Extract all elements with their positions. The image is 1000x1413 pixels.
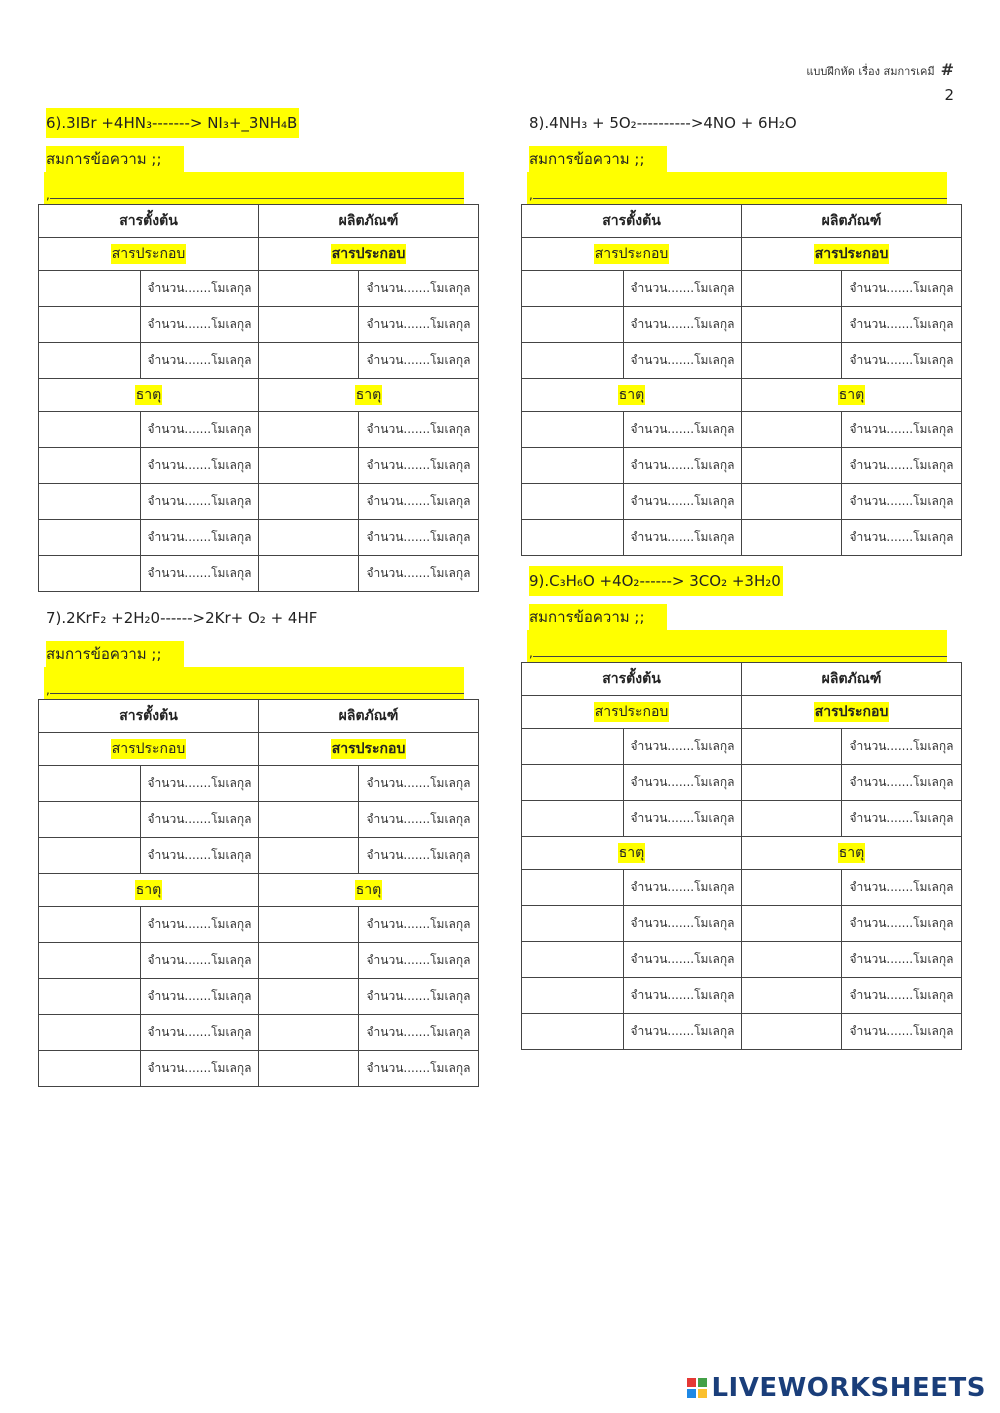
answer-cell[interactable] xyxy=(259,412,359,448)
product-header: ผลิตภัณฑ์ xyxy=(259,700,479,733)
table-row: จำนวน.......โมเลกุล จำนวน.......โมเลกุล xyxy=(522,520,962,556)
answer-cell[interactable] xyxy=(522,801,624,837)
answer-cell[interactable] xyxy=(39,838,141,874)
answer-cell[interactable] xyxy=(522,484,624,520)
compound-label: สารประกอบ xyxy=(111,246,186,262)
product-header: ผลิตภัณฑ์ xyxy=(742,205,962,238)
table-row: จำนวน.......โมเลกุล จำนวน.......โมเลกุล xyxy=(39,943,479,979)
work-table-9 xyxy=(521,662,962,1050)
element-label: ธาตุ xyxy=(135,882,162,898)
answer-cell[interactable] xyxy=(39,448,141,484)
element-label: ธาตุ xyxy=(355,882,382,898)
problem-6 xyxy=(38,108,478,592)
answer-cell[interactable] xyxy=(39,1015,141,1051)
table-row: จำนวน.......โมเลกุล จำนวน.......โมเลกุล xyxy=(522,978,962,1014)
equation-6: 6).3IBr +4HN₃-------> NI₃+_3NH₄B xyxy=(46,108,299,138)
answer-cell[interactable] xyxy=(522,978,624,1014)
compound-label: สารประกอบ xyxy=(814,704,889,720)
answer-cell[interactable] xyxy=(39,907,141,943)
table-row: จำนวน.......โมเลกุล จำนวน.......โมเลกุล xyxy=(39,802,479,838)
problem-8 xyxy=(521,108,961,556)
table-row: จำนวน.......โมเลกุล จำนวน.......โมเลกุล xyxy=(522,765,962,801)
answer-cell[interactable] xyxy=(259,271,359,307)
table-row: จำนวน.......โมเลกุล จำนวน.......โมเลกุล xyxy=(39,1015,479,1051)
table-row: จำนวน.......โมเลกุล จำนวน.......โมเลกุล xyxy=(522,271,962,307)
reactant-header: สารตั้งต้น xyxy=(39,700,259,733)
answer-cell[interactable] xyxy=(259,307,359,343)
page-number: 2 xyxy=(944,86,954,104)
table-row: จำนวน.......โมเลกุล จำนวน.......โมเลกุล xyxy=(39,907,479,943)
worksheet-title: แบบฝึกหัด เรื่อง สมการเคมี # xyxy=(806,60,954,79)
element-label: ธาตุ xyxy=(838,845,865,861)
problem-7 xyxy=(38,603,478,1087)
answer-cell[interactable] xyxy=(742,520,842,556)
answer-cell[interactable] xyxy=(742,1014,842,1050)
work-table-8 xyxy=(521,204,962,556)
answer-cell[interactable] xyxy=(522,729,624,765)
compound-label: สารประกอบ xyxy=(594,246,669,262)
table-row: จำนวน.......โมเลกุล จำนวน.......โมเลกุล xyxy=(39,520,479,556)
answer-cell[interactable] xyxy=(522,307,624,343)
answer-cell[interactable] xyxy=(259,520,359,556)
answer-cell[interactable] xyxy=(522,870,624,906)
answer-cell[interactable] xyxy=(742,942,842,978)
answer-cell[interactable] xyxy=(259,907,359,943)
answer-cell[interactable] xyxy=(39,343,141,379)
table-row: จำนวน.......โมเลกุล จำนวน.......โมเลกุล xyxy=(522,906,962,942)
answer-cell[interactable] xyxy=(742,906,842,942)
table-row: จำนวน.......โมเลกุล จำนวน.......โมเลกุล xyxy=(522,448,962,484)
logo-icon xyxy=(687,1378,707,1398)
table-row: จำนวน.......โมเลกุล จำนวน.......โมเลกุล xyxy=(522,870,962,906)
table-row: จำนวน.......โมเลกุล จำนวน.......โมเลกุล xyxy=(522,1014,962,1050)
table-row: จำนวน.......โมเลกุล จำนวน.......โมเลกุล xyxy=(522,729,962,765)
compound-label: สารประกอบ xyxy=(594,704,669,720)
answer-cell[interactable] xyxy=(742,484,842,520)
answer-cell[interactable] xyxy=(39,307,141,343)
answer-cell[interactable] xyxy=(742,271,842,307)
answer-cell[interactable] xyxy=(39,412,141,448)
problem-9 xyxy=(521,566,961,1050)
answer-input-9[interactable]: , xyxy=(527,630,947,662)
answer-cell[interactable] xyxy=(522,412,624,448)
answer-cell[interactable] xyxy=(259,1015,359,1051)
answer-cell[interactable] xyxy=(259,838,359,874)
answer-cell[interactable] xyxy=(742,343,842,379)
answer-cell[interactable] xyxy=(39,271,141,307)
answer-cell[interactable] xyxy=(742,307,842,343)
answer-cell[interactable] xyxy=(259,448,359,484)
table-row: จำนวน.......โมเลกุล จำนวน.......โมเลกุล xyxy=(522,484,962,520)
answer-cell[interactable] xyxy=(259,343,359,379)
answer-cell[interactable] xyxy=(39,943,141,979)
liveworksheets-logo[interactable] xyxy=(687,1373,986,1403)
table-row: จำนวน.......โมเลกุล จำนวน.......โมเลกุล xyxy=(39,1051,479,1087)
answer-cell[interactable] xyxy=(742,412,842,448)
element-label: ธาตุ xyxy=(355,387,382,403)
table-row: จำนวน.......โมเลกุล จำนวน.......โมเลกุล xyxy=(39,412,479,448)
element-label: ธาตุ xyxy=(618,845,645,861)
answer-cell[interactable] xyxy=(742,870,842,906)
element-label: ธาตุ xyxy=(618,387,645,403)
answer-cell[interactable] xyxy=(522,906,624,942)
answer-cell[interactable] xyxy=(522,271,624,307)
compound-label: สารประกอบ xyxy=(331,741,406,757)
answer-cell[interactable] xyxy=(39,484,141,520)
question-label: สมการข้อความ ;; xyxy=(529,146,667,172)
answer-cell[interactable] xyxy=(39,766,141,802)
answer-cell[interactable] xyxy=(39,520,141,556)
table-row: จำนวน.......โมเลกุล จำนวน.......โมเลกุล xyxy=(522,307,962,343)
product-header: ผลิตภัณฑ์ xyxy=(742,663,962,696)
answer-cell[interactable] xyxy=(259,1051,359,1087)
answer-cell[interactable] xyxy=(742,801,842,837)
table-row: จำนวน.......โมเลกุล จำนวน.......โมเลกุล xyxy=(39,979,479,1015)
work-table-7 xyxy=(38,699,479,1087)
element-label: ธาตุ xyxy=(838,387,865,403)
question-label: สมการข้อความ ;; xyxy=(46,146,184,172)
table-row: จำนวน.......โมเลกุล จำนวน.......โมเลกุล xyxy=(522,343,962,379)
table-row: จำนวน.......โมเลกุล จำนวน.......โมเลกุล xyxy=(39,766,479,802)
table-row: จำนวน.......โมเลกุล จำนวน.......โมเลกุล xyxy=(39,484,479,520)
answer-cell[interactable] xyxy=(259,766,359,802)
answer-cell[interactable] xyxy=(742,978,842,1014)
table-row: จำนวน.......โมเลกุล จำนวน.......โมเลกุล xyxy=(522,412,962,448)
compound-label: สารประกอบ xyxy=(814,246,889,262)
reactant-header: สารตั้งต้น xyxy=(39,205,259,238)
page-header xyxy=(806,60,954,104)
table-row: จำนวน.......โมเลกุล จำนวน.......โมเลกุล xyxy=(39,307,479,343)
answer-cell[interactable] xyxy=(259,556,359,592)
answer-cell[interactable] xyxy=(742,448,842,484)
answer-cell[interactable] xyxy=(522,343,624,379)
reactant-header: สารตั้งต้น xyxy=(522,205,742,238)
answer-cell[interactable] xyxy=(522,520,624,556)
compound-label: สารประกอบ xyxy=(331,246,406,262)
answer-cell[interactable] xyxy=(259,943,359,979)
table-row: จำนวน.......โมเลกุล จำนวน.......โมเลกุล xyxy=(39,343,479,379)
question-label: สมการข้อความ ;; xyxy=(46,641,184,667)
table-row: จำนวน.......โมเลกุล จำนวน.......โมเลกุล xyxy=(39,448,479,484)
equation-7: 7).2KrF₂ +2H₂0------>2Kr+ O₂ + 4HF xyxy=(46,609,318,627)
table-row: จำนวน.......โมเลกุล จำนวน.......โมเลกุล xyxy=(522,801,962,837)
answer-cell[interactable] xyxy=(742,729,842,765)
table-row: จำนวน.......โมเลกุล จำนวน.......โมเลกุล xyxy=(39,556,479,592)
answer-cell[interactable] xyxy=(522,448,624,484)
answer-cell[interactable] xyxy=(742,765,842,801)
answer-cell[interactable] xyxy=(259,979,359,1015)
reactant-header: สารตั้งต้น xyxy=(522,663,742,696)
answer-input-6[interactable]: , xyxy=(44,172,464,204)
logo-text: LIVEWORKSHEETS xyxy=(711,1373,986,1403)
equation-9: 9).C₃H₆O +4O₂------> 3CO₂ +3H₂0 xyxy=(529,566,783,596)
answer-cell[interactable] xyxy=(39,556,141,592)
equation-8: 8).4NH₃ + 5O₂---------->4NO + 6H₂O xyxy=(529,114,797,132)
answer-cell[interactable] xyxy=(259,802,359,838)
table-row: จำนวน.......โมเลกุล จำนวน.......โมเลกุล xyxy=(39,271,479,307)
question-label: สมการข้อความ ;; xyxy=(529,604,667,630)
answer-cell[interactable] xyxy=(522,765,624,801)
answer-cell[interactable] xyxy=(39,979,141,1015)
answer-cell[interactable] xyxy=(39,1051,141,1087)
hash-mark: # xyxy=(940,60,954,79)
answer-cell[interactable] xyxy=(522,942,624,978)
element-label: ธาตุ xyxy=(135,387,162,403)
table-row: จำนวน.......โมเลกุล จำนวน.......โมเลกุล xyxy=(522,942,962,978)
answer-input-7[interactable]: , xyxy=(44,667,464,699)
answer-cell[interactable] xyxy=(259,484,359,520)
answer-cell[interactable] xyxy=(39,802,141,838)
answer-cell[interactable] xyxy=(522,1014,624,1050)
work-table-6 xyxy=(38,204,479,592)
product-header: ผลิตภัณฑ์ xyxy=(259,205,479,238)
answer-input-8[interactable]: , xyxy=(527,172,947,204)
compound-label: สารประกอบ xyxy=(111,741,186,757)
table-row: จำนวน.......โมเลกุล จำนวน.......โมเลกุล xyxy=(39,838,479,874)
